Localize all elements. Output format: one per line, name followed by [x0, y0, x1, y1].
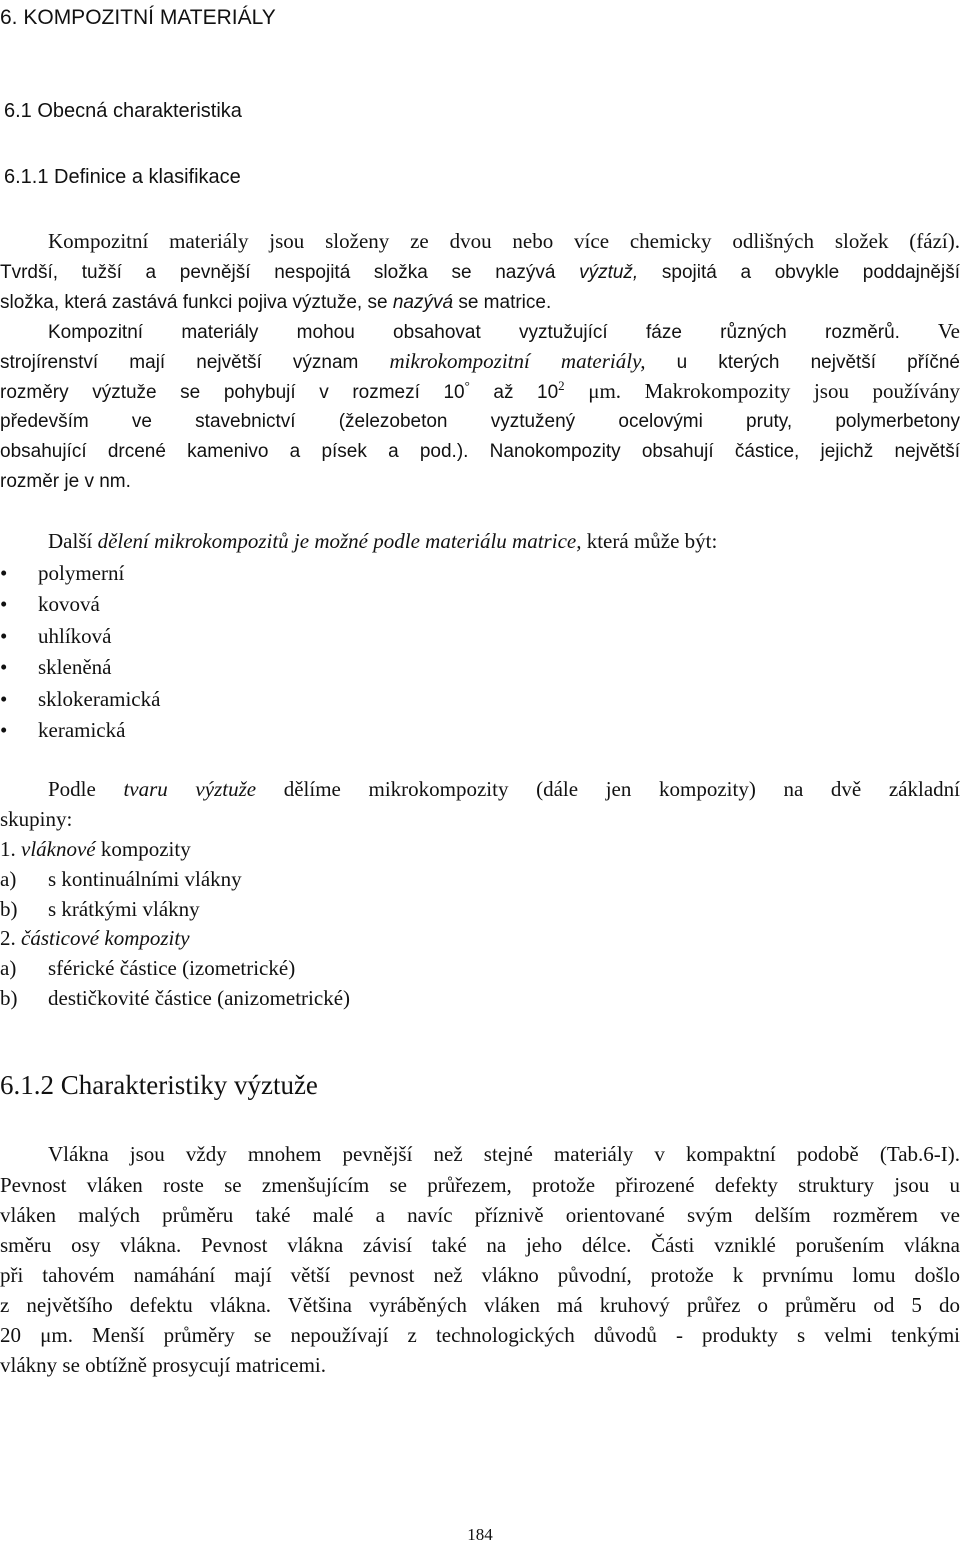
p1-line-3: složka, která zastává funkci pojiva výztuže, se nazývá se matrice.: [0, 292, 552, 313]
p4-line-6: z největšího defektu vlákna. Většina vyráběných vláken má kruhový průřez o průměru od 5 do: [0, 1293, 960, 1317]
p4-line-7: 20 μm. Menší průměry se nepoužívají z technologických důvodů - produkty s velmi tenkými: [0, 1323, 960, 1347]
p3-line-2: skupiny:: [0, 807, 73, 831]
p4-line-2: Pevnost vláken roste se zmenšujícím se průřezem, protože přirozené defekty struktury jsou u: [0, 1173, 960, 1197]
p4-line-4: směru osy vlákna. Pevnost vlákna závisí také na jeho délce. Části vzniklé porušením vlákna: [0, 1233, 960, 1257]
chapter-title: 6. KOMPOZITNÍ MATERIÁLY: [0, 6, 276, 29]
list-item: • skleněná: [0, 655, 112, 679]
p1-line-6: rozměry výztuže se pohybují v rozmezí 10° až $10^2$ μm. Makrokompozity jsou používány: [0, 378, 960, 403]
group-1-item-b: b) s krátkými vlákny: [0, 897, 200, 921]
subsection-title-2: 6.1.2 Charakteristiky výztuže: [0, 1070, 318, 1100]
p1-line-2: Tvrdší, tužší a pevnější nespojitá složka se nazývá výztuž, spojitá a obvykle poddajnější: [0, 262, 960, 283]
list-item: • uhlíková: [0, 624, 112, 648]
group-1-item-a: a) s kontinuálními vlákny: [0, 867, 242, 891]
p3-line-1: Podle tvaru výztuže dělíme mikrokompozity (dále jen kompozity) na dvě základní: [48, 777, 960, 801]
group-2-title: 2. částicové kompozity: [0, 926, 190, 950]
list-item: • sklokeramická: [0, 687, 161, 711]
group-1-title: 1. vláknové kompozity: [0, 837, 191, 861]
p1-line-1: Kompozitní materiály jsou složeny ze dvou nebo více chemicky odlišných složek (fází).: [48, 229, 960, 253]
p1-line-9: rozměr je v nm.: [0, 471, 131, 492]
p4-line-5: při tahovém namáhání mají větší pevnost než vlákno původní, protože k prvnímu lomu došlo: [0, 1263, 960, 1287]
section-title: 6.1 Obecná charakteristika: [4, 100, 242, 122]
p4-line-8: vlákny se obtížně prosycují matricemi.: [0, 1353, 326, 1377]
p2-line: Další dělení mikrokompozitů je možné podle materiálu matrice, která může být:: [48, 529, 718, 553]
group-2-item-a: a) sférické částice (izometrické): [0, 956, 296, 980]
subsection-title: 6.1.1 Definice a klasifikace: [4, 166, 241, 188]
list-item: • polymerní: [0, 561, 125, 585]
group-2-item-b: b) destičkovité částice (anizometrické): [0, 986, 351, 1010]
p4-line-3: vláken malých průměru také malé a navíc příznivě orientované svým delším rozměrem ve: [0, 1203, 960, 1227]
p1-line-7: především ve stavebnictví (železobeton vyztužený ocelovými pruty, polymerbetony: [0, 411, 960, 432]
list-item: • keramická: [0, 718, 126, 742]
p1-line-4: Kompozitní materiály mohou obsahovat vyztužující fáze různých rozměrů. Ve: [48, 319, 960, 343]
p1-line-8: obsahující drcené kamenivo a písek a pod.). Nanokompozity obsahují částice, jejichž největší: [0, 441, 960, 462]
list-item: • kovová: [0, 592, 100, 616]
p1-line-5: strojírenství mají největší význam mikrokompozitní materiály, u kterých největší příčné: [0, 349, 960, 373]
p4-line-1: Vlákna jsou vždy mnohem pevnější než stejné materiály v kompaktní podobě (Tab.6-I).: [48, 1142, 960, 1166]
page-number: 184: [467, 1525, 493, 1544]
